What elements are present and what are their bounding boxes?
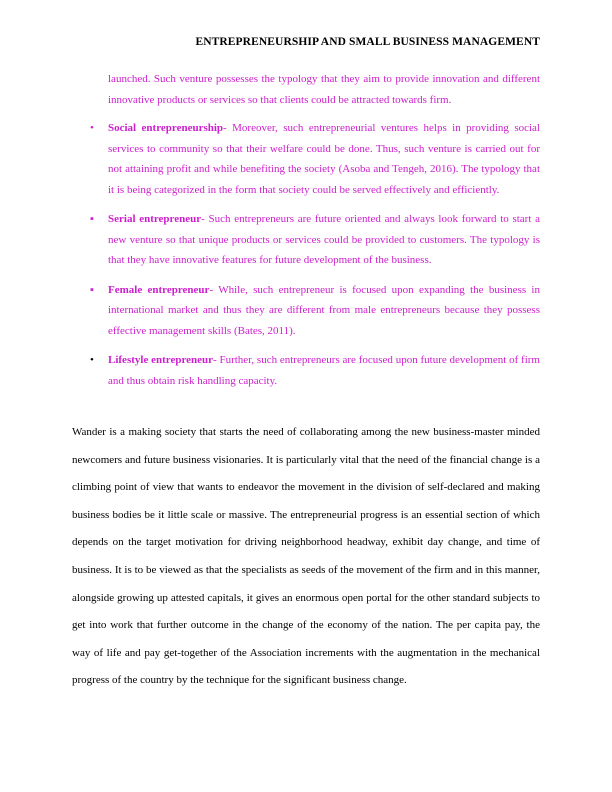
list-item-serial-entrepreneur xyxy=(72,209,540,271)
body-paragraph: Wander is a making society that starts the need of collaborating among the new business-master minded newcomers and future business visionaries. It is particularly vital that the need of the financial change is a climbing point of view that wants to endeavor the movement in the division of self-declared and making business bodies be it little scale or massive. The entrepreneurial progress is an essential section of which depends on the target motivation for driving neighborhood headway, exhibit day change, and time of business. It is to be viewed as that the specialists as seeds of the movement of the firm and in this manner, alongside growing up attested capitals, it gives an enormous open portal for the other standard subjects to get into work that further outcome in the change of the economy of the nation. The per capita pay, the way of life and pay get-together of the Association increments with the augmentation in the mechanical progress of the country by the technique for the significant business change. xyxy=(72,426,540,687)
continued-bullet-text: launched. Such venture possesses the typology that they aim to provide innovation and different innovative products or services so that clients could be attracted towards firm. xyxy=(108,73,540,106)
list-item-social-entrepreneurship xyxy=(72,118,540,200)
bullet-term: Female entrepreneur xyxy=(108,283,210,296)
bullet-text: - Such entrepreneurs are future oriented and always look forward to start a new venture so that unique products or services could be provided to customers. The typology is that they have innovative features for future development of the business. xyxy=(108,213,540,266)
bullet-text: - Further, such entrepreneurs are focused upon future development of firm and thus obtain risk handling capacity. xyxy=(108,354,540,387)
bullet-icon: ▪ xyxy=(90,283,94,296)
list-item-lifestyle-entrepreneur xyxy=(72,350,540,391)
bullet-text: - Moreover, such entrepreneurial ventures helps in providing social services to community so that their welfare could be done. Thus, such venture is carried out for not attaining profit and while benefiting the society (Asoba and Tengeh, 2016). The typology that it is being categorized in the form that society could be served effectively and efficiently. xyxy=(108,122,540,196)
entrepreneur-types-list xyxy=(72,118,540,400)
list-item-female-entrepreneur xyxy=(72,280,540,342)
bullet-text: - While, such entrepreneur is focused upon expanding the business in international market and thus they are different from male entrepreneurs because they possess effective management skills (Bates, 2011). xyxy=(108,283,540,337)
bullet-icon: • xyxy=(90,354,94,366)
bullet-term: Lifestyle entrepreneur xyxy=(108,354,214,366)
bullet-icon: ▪ xyxy=(90,213,94,225)
bullet-icon: • xyxy=(90,122,94,134)
running-header: ENTREPRENEURSHIP AND SMALL BUSINESS MANAGEMENT xyxy=(195,36,540,48)
bullet-term: Social entrepreneurship xyxy=(108,122,224,134)
bullet-term: Serial entrepreneur xyxy=(108,213,202,225)
